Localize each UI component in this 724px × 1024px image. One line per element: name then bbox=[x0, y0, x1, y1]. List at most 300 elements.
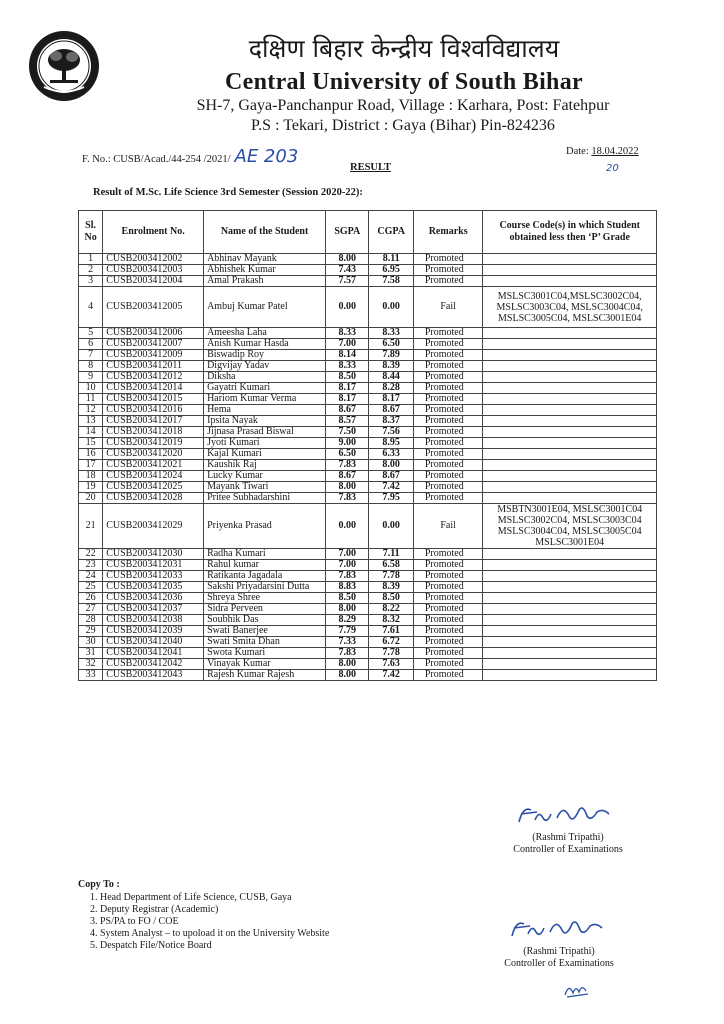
cell-sgpa: 7.57 bbox=[326, 276, 369, 287]
cell-course-codes bbox=[483, 405, 657, 416]
table-row bbox=[79, 626, 657, 637]
cell-sl: 18 bbox=[79, 471, 103, 482]
cell-course-codes bbox=[483, 438, 657, 449]
cell-cgpa: 8.95 bbox=[369, 438, 413, 449]
table-row bbox=[79, 670, 657, 681]
cell-enrolment: CUSB2003412017 bbox=[103, 416, 204, 427]
table-row bbox=[79, 471, 657, 482]
cell-enrolment: CUSB2003412039 bbox=[103, 626, 204, 637]
cell-name: Jijnasa Prasad Biswal bbox=[204, 427, 326, 438]
cell-sgpa: 7.83 bbox=[326, 648, 369, 659]
cell-sgpa: 8.29 bbox=[326, 615, 369, 626]
table-row bbox=[79, 361, 657, 372]
cell-course-codes bbox=[483, 593, 657, 604]
cell-remarks: Promoted bbox=[413, 549, 483, 560]
cell-course-codes bbox=[483, 571, 657, 582]
cell-sl: 29 bbox=[79, 626, 103, 637]
cell-sl: 22 bbox=[79, 549, 103, 560]
table-row bbox=[79, 394, 657, 405]
cell-remarks: Promoted bbox=[413, 427, 483, 438]
cell-enrolment: CUSB2003412037 bbox=[103, 604, 204, 615]
table-row bbox=[79, 571, 657, 582]
cell-enrolment: CUSB2003412033 bbox=[103, 571, 204, 582]
cell-name: Sidra Perveen bbox=[204, 604, 326, 615]
cell-name: Biswadip Roy bbox=[204, 350, 326, 361]
cell-course-codes bbox=[483, 449, 657, 460]
cell-remarks: Fail bbox=[413, 504, 483, 549]
cell-remarks: Promoted bbox=[413, 571, 483, 582]
date-label: Date: bbox=[566, 146, 589, 157]
cell-sl: 9 bbox=[79, 372, 103, 383]
cell-course-codes bbox=[483, 328, 657, 339]
cell-sgpa: 7.83 bbox=[326, 460, 369, 471]
cell-course-codes bbox=[483, 339, 657, 350]
cell-sgpa: 8.67 bbox=[326, 405, 369, 416]
cell-sgpa: 8.67 bbox=[326, 471, 369, 482]
cell-name: Hema bbox=[204, 405, 326, 416]
cell-sl: 13 bbox=[79, 416, 103, 427]
cell-sl: 25 bbox=[79, 582, 103, 593]
cell-cgpa: 8.17 bbox=[369, 394, 413, 405]
cell-name: Gayatri Kumari bbox=[204, 383, 326, 394]
col-header-remarks: Remarks bbox=[413, 211, 483, 254]
cell-sgpa: 8.00 bbox=[326, 659, 369, 670]
cell-remarks: Promoted bbox=[413, 626, 483, 637]
cell-name: Jyoti Kumari bbox=[204, 438, 326, 449]
cell-remarks: Promoted bbox=[413, 276, 483, 287]
cell-cgpa: 0.00 bbox=[369, 287, 413, 328]
signature-block-2 bbox=[484, 912, 634, 970]
cell-cgpa: 8.39 bbox=[369, 582, 413, 593]
cell-course-codes bbox=[483, 471, 657, 482]
cell-sgpa: 8.00 bbox=[326, 482, 369, 493]
cell-cgpa: 6.33 bbox=[369, 449, 413, 460]
cell-remarks: Promoted bbox=[413, 593, 483, 604]
cell-sl: 31 bbox=[79, 648, 103, 659]
table-header-row bbox=[79, 211, 657, 254]
cell-name: Kajal Kumari bbox=[204, 449, 326, 460]
cell-enrolment: CUSB2003412018 bbox=[103, 427, 204, 438]
cell-sgpa: 8.17 bbox=[326, 394, 369, 405]
cell-enrolment: CUSB2003412006 bbox=[103, 328, 204, 339]
table-row bbox=[79, 493, 657, 504]
table-row bbox=[79, 482, 657, 493]
cell-sgpa: 8.50 bbox=[326, 372, 369, 383]
table-row bbox=[79, 276, 657, 287]
table-row bbox=[79, 582, 657, 593]
col-header-sl: Sl. No bbox=[79, 211, 103, 254]
cell-course-codes bbox=[483, 637, 657, 648]
cell-cgpa: 7.78 bbox=[369, 571, 413, 582]
signature-icon bbox=[513, 800, 623, 832]
cell-sl: 21 bbox=[79, 504, 103, 549]
cell-sgpa: 0.00 bbox=[326, 504, 369, 549]
cell-sgpa: 6.50 bbox=[326, 449, 369, 460]
cell-name: Swati Banerjee bbox=[204, 626, 326, 637]
cell-enrolment: CUSB2003412020 bbox=[103, 449, 204, 460]
cell-course-codes bbox=[483, 383, 657, 394]
cell-sl: 32 bbox=[79, 659, 103, 670]
initial-mark-icon bbox=[562, 980, 592, 1000]
copy-to-section bbox=[78, 879, 329, 952]
cell-sgpa: 8.33 bbox=[326, 328, 369, 339]
university-seal-icon bbox=[28, 30, 100, 102]
cell-course-codes bbox=[483, 361, 657, 372]
cell-name: Rahul kumar bbox=[204, 560, 326, 571]
cell-sl: 11 bbox=[79, 394, 103, 405]
signatory-title-1: Controller of Examinations bbox=[513, 844, 623, 855]
cell-enrolment: CUSB2003412040 bbox=[103, 637, 204, 648]
cell-sl: 27 bbox=[79, 604, 103, 615]
cell-sl: 20 bbox=[79, 493, 103, 504]
cell-cgpa: 6.95 bbox=[369, 265, 413, 276]
cell-sl: 10 bbox=[79, 383, 103, 394]
cell-name: Ameesha Laha bbox=[204, 328, 326, 339]
cell-sl: 24 bbox=[79, 571, 103, 582]
col-header-enrolment: Enrolment No. bbox=[103, 211, 204, 254]
cell-course-codes bbox=[483, 394, 657, 405]
cell-enrolment: CUSB2003412012 bbox=[103, 372, 204, 383]
cell-sl: 26 bbox=[79, 593, 103, 604]
cell-sgpa: 7.79 bbox=[326, 626, 369, 637]
cell-cgpa: 7.56 bbox=[369, 427, 413, 438]
cell-cgpa: 8.50 bbox=[369, 593, 413, 604]
cell-course-codes bbox=[483, 648, 657, 659]
cell-name: Pritee Subhadarshini bbox=[204, 493, 326, 504]
cell-name: Abhishek Kumar bbox=[204, 265, 326, 276]
cell-cgpa: 7.42 bbox=[369, 482, 413, 493]
cell-enrolment: CUSB2003412036 bbox=[103, 593, 204, 604]
university-name-hindi: दक्षिण बिहार केन्द्रीय विश्वविद्यालय bbox=[248, 34, 560, 63]
cell-name: Anish Kumar Hasda bbox=[204, 339, 326, 350]
col-header-name: Name of the Student bbox=[204, 211, 326, 254]
cell-enrolment: CUSB2003412005 bbox=[103, 287, 204, 328]
signatory-name-2: (Rashmi Tripathi) bbox=[523, 946, 595, 957]
cell-course-codes bbox=[483, 670, 657, 681]
cell-cgpa: 8.37 bbox=[369, 416, 413, 427]
cell-remarks: Promoted bbox=[413, 416, 483, 427]
cell-enrolment: CUSB2003412038 bbox=[103, 615, 204, 626]
cell-remarks: Promoted bbox=[413, 350, 483, 361]
cell-course-codes bbox=[483, 493, 657, 504]
cell-cgpa: 6.72 bbox=[369, 637, 413, 648]
cell-enrolment: CUSB2003412035 bbox=[103, 582, 204, 593]
cell-cgpa: 8.11 bbox=[369, 254, 413, 265]
cell-name: Swota Kumari bbox=[204, 648, 326, 659]
table-row bbox=[79, 659, 657, 670]
cell-enrolment: CUSB2003412011 bbox=[103, 361, 204, 372]
address-line-1: SH-7, Gaya-Panchanpur Road, Village : Karhara, Post: Fatehpur bbox=[196, 97, 610, 114]
cell-sl: 8 bbox=[79, 361, 103, 372]
cell-course-codes bbox=[483, 582, 657, 593]
cell-remarks: Promoted bbox=[413, 339, 483, 350]
cell-remarks: Promoted bbox=[413, 493, 483, 504]
file-number-handwritten: AE 203 bbox=[234, 146, 299, 167]
cell-sgpa: 8.00 bbox=[326, 254, 369, 265]
cell-enrolment: CUSB2003412016 bbox=[103, 405, 204, 416]
cell-enrolment: CUSB2003412031 bbox=[103, 560, 204, 571]
cell-sgpa: 7.43 bbox=[326, 265, 369, 276]
table-row bbox=[79, 449, 657, 460]
cell-course-codes: MSBTN3001E04, MSLSC3001C04 MSLSC3002C04, MSLSC3003C04 MSLSC3004C04, MSLSC3005C04 MSLSC3001E04 bbox=[483, 504, 657, 549]
cell-course-codes bbox=[483, 560, 657, 571]
cell-name: Ratikanta Jagadala bbox=[204, 571, 326, 582]
cell-enrolment: CUSB2003412003 bbox=[103, 265, 204, 276]
table-row bbox=[79, 328, 657, 339]
table-row bbox=[79, 637, 657, 648]
cell-remarks: Promoted bbox=[413, 637, 483, 648]
cell-course-codes bbox=[483, 427, 657, 438]
table-row bbox=[79, 438, 657, 449]
cell-remarks: Promoted bbox=[413, 670, 483, 681]
cell-enrolment: CUSB2003412030 bbox=[103, 549, 204, 560]
cell-sgpa: 8.14 bbox=[326, 350, 369, 361]
cell-sgpa: 8.17 bbox=[326, 383, 369, 394]
table-row bbox=[79, 339, 657, 350]
cell-sgpa: 8.00 bbox=[326, 604, 369, 615]
cell-remarks: Promoted bbox=[413, 361, 483, 372]
cell-cgpa: 8.33 bbox=[369, 328, 413, 339]
table-row bbox=[79, 504, 657, 549]
cell-sl: 28 bbox=[79, 615, 103, 626]
cell-enrolment: CUSB2003412025 bbox=[103, 482, 204, 493]
cell-cgpa: 7.58 bbox=[369, 276, 413, 287]
cell-sgpa: 9.00 bbox=[326, 438, 369, 449]
cell-cgpa: 7.89 bbox=[369, 350, 413, 361]
table-row bbox=[79, 615, 657, 626]
cell-remarks: Promoted bbox=[413, 482, 483, 493]
cell-enrolment: CUSB2003412004 bbox=[103, 276, 204, 287]
result-table bbox=[78, 210, 657, 681]
cell-remarks: Promoted bbox=[413, 659, 483, 670]
cell-sl: 2 bbox=[79, 265, 103, 276]
cell-course-codes bbox=[483, 659, 657, 670]
cell-sgpa: 8.57 bbox=[326, 416, 369, 427]
copy-to-item: 3. PS/PA to FO / COE bbox=[100, 916, 329, 928]
cell-name: Hariom Kumar Verma bbox=[204, 394, 326, 405]
cell-remarks: Promoted bbox=[413, 265, 483, 276]
table-row bbox=[79, 287, 657, 328]
cell-name: Kaushik Raj bbox=[204, 460, 326, 471]
file-number-text: F. No.: CUSB/Acad./44-254 /2021/ bbox=[82, 154, 231, 165]
cell-name: Vinayak Kumar bbox=[204, 659, 326, 670]
cell-cgpa: 7.61 bbox=[369, 626, 413, 637]
cell-sl: 1 bbox=[79, 254, 103, 265]
address-line-2: P.S : Tekari, District : Gaya (Bihar) Pin-824236 bbox=[251, 117, 555, 134]
cell-name: Abhinav Mayank bbox=[204, 254, 326, 265]
cell-sgpa: 8.83 bbox=[326, 582, 369, 593]
cell-course-codes bbox=[483, 276, 657, 287]
cell-sgpa: 7.33 bbox=[326, 637, 369, 648]
cell-remarks: Promoted bbox=[413, 648, 483, 659]
cell-course-codes: MSLSC3001C04,MSLSC3002C04, MSLSC3003C04, MSLSC3004C04, MSLSC3005C04, MSLSC3001E04 bbox=[483, 287, 657, 328]
result-heading: RESULT bbox=[350, 162, 392, 173]
cell-course-codes bbox=[483, 615, 657, 626]
cell-course-codes bbox=[483, 416, 657, 427]
signature-icon bbox=[504, 912, 614, 946]
cell-sgpa: 7.00 bbox=[326, 549, 369, 560]
cell-sl: 6 bbox=[79, 339, 103, 350]
copy-to-item: 2. Deputy Registrar (Academic) bbox=[100, 904, 329, 916]
cell-name: Sakshi Priyadarsini Dutta bbox=[204, 582, 326, 593]
table-row bbox=[79, 460, 657, 471]
table-row bbox=[79, 372, 657, 383]
university-name-english: Central University of South Bihar bbox=[225, 69, 583, 95]
cell-cgpa: 8.28 bbox=[369, 383, 413, 394]
cell-enrolment: CUSB2003412029 bbox=[103, 504, 204, 549]
table-row bbox=[79, 416, 657, 427]
cell-remarks: Fail bbox=[413, 287, 483, 328]
cell-name: Ambuj Kumar Patel bbox=[204, 287, 326, 328]
cell-name: Digvijay Yadav bbox=[204, 361, 326, 372]
cell-remarks: Promoted bbox=[413, 254, 483, 265]
cell-sl: 23 bbox=[79, 560, 103, 571]
cell-enrolment: CUSB2003412019 bbox=[103, 438, 204, 449]
cell-cgpa: 7.78 bbox=[369, 648, 413, 659]
signature-block-1 bbox=[498, 800, 638, 856]
cell-cgpa: 8.32 bbox=[369, 615, 413, 626]
cell-name: Lucky Kumar bbox=[204, 471, 326, 482]
cell-enrolment: CUSB2003412007 bbox=[103, 339, 204, 350]
table-row bbox=[79, 648, 657, 659]
cell-cgpa: 7.95 bbox=[369, 493, 413, 504]
copy-to-item: 1. Head Department of Life Science, CUSB, Gaya bbox=[100, 892, 329, 904]
cell-remarks: Promoted bbox=[413, 328, 483, 339]
cell-cgpa: 6.58 bbox=[369, 560, 413, 571]
table-row bbox=[79, 593, 657, 604]
cell-sl: 16 bbox=[79, 449, 103, 460]
cell-enrolment: CUSB2003412041 bbox=[103, 648, 204, 659]
cell-remarks: Promoted bbox=[413, 471, 483, 482]
cell-sgpa: 7.83 bbox=[326, 493, 369, 504]
cell-name: Priyenka Prasad bbox=[204, 504, 326, 549]
table-row bbox=[79, 350, 657, 361]
cell-enrolment: CUSB2003412024 bbox=[103, 471, 204, 482]
cell-course-codes bbox=[483, 460, 657, 471]
result-subtitle: Result of M.Sc. Life Science 3rd Semester (Session 2020-22): bbox=[93, 187, 363, 198]
cell-enrolment: CUSB2003412009 bbox=[103, 350, 204, 361]
cell-cgpa: 8.44 bbox=[369, 372, 413, 383]
cell-sgpa: 0.00 bbox=[326, 287, 369, 328]
cell-cgpa: 8.00 bbox=[369, 460, 413, 471]
date-value: 18.04.2022 bbox=[591, 146, 639, 157]
cell-cgpa: 0.00 bbox=[369, 504, 413, 549]
cell-sl: 19 bbox=[79, 482, 103, 493]
cell-course-codes bbox=[483, 549, 657, 560]
cell-sgpa: 8.00 bbox=[326, 670, 369, 681]
cell-cgpa: 8.67 bbox=[369, 405, 413, 416]
cell-name: Swati Smita Dhan bbox=[204, 637, 326, 648]
cell-sl: 7 bbox=[79, 350, 103, 361]
file-number bbox=[82, 146, 298, 167]
table-row bbox=[79, 265, 657, 276]
col-header-course-codes: Course Code(s) in which Student obtained less then ‘P’ Grade bbox=[483, 211, 657, 254]
table-row bbox=[79, 560, 657, 571]
cell-sgpa: 7.00 bbox=[326, 339, 369, 350]
cell-cgpa: 7.11 bbox=[369, 549, 413, 560]
cell-sl: 12 bbox=[79, 405, 103, 416]
copy-to-item: 4. System Analyst – to upoload it on the University Website bbox=[100, 928, 329, 940]
cell-remarks: Promoted bbox=[413, 582, 483, 593]
cell-enrolment: CUSB2003412002 bbox=[103, 254, 204, 265]
cell-sl: 33 bbox=[79, 670, 103, 681]
signatory-name-1: (Rashmi Tripathi) bbox=[532, 832, 604, 843]
cell-enrolment: CUSB2003412028 bbox=[103, 493, 204, 504]
cell-remarks: Promoted bbox=[413, 604, 483, 615]
cell-sgpa: 7.83 bbox=[326, 571, 369, 582]
cell-enrolment: CUSB2003412015 bbox=[103, 394, 204, 405]
cell-remarks: Promoted bbox=[413, 405, 483, 416]
cell-course-codes bbox=[483, 482, 657, 493]
cell-remarks: Promoted bbox=[413, 372, 483, 383]
table-row bbox=[79, 383, 657, 394]
table-row bbox=[79, 604, 657, 615]
table-row bbox=[79, 405, 657, 416]
cell-name: Radha Kumari bbox=[204, 549, 326, 560]
cell-cgpa: 6.50 bbox=[369, 339, 413, 350]
cell-course-codes bbox=[483, 626, 657, 637]
table-row bbox=[79, 254, 657, 265]
cell-sl: 3 bbox=[79, 276, 103, 287]
cell-course-codes bbox=[483, 350, 657, 361]
cell-name: Shreya Shree bbox=[204, 593, 326, 604]
cell-sgpa: 7.50 bbox=[326, 427, 369, 438]
cell-remarks: Promoted bbox=[413, 615, 483, 626]
cell-remarks: Promoted bbox=[413, 383, 483, 394]
copy-to-title: Copy To : bbox=[78, 879, 120, 890]
table-row bbox=[79, 427, 657, 438]
signatory-title-2: Controller of Examinations bbox=[504, 958, 614, 969]
cell-name: Mayank Tiwari bbox=[204, 482, 326, 493]
col-header-sgpa: SGPA bbox=[326, 211, 369, 254]
cell-sl: 14 bbox=[79, 427, 103, 438]
cell-name: Ipsita Nayak bbox=[204, 416, 326, 427]
cell-sl: 5 bbox=[79, 328, 103, 339]
cell-sl: 17 bbox=[79, 460, 103, 471]
cell-remarks: Promoted bbox=[413, 460, 483, 471]
cell-sl: 30 bbox=[79, 637, 103, 648]
cell-sl: 15 bbox=[79, 438, 103, 449]
cell-name: Rajesh Kumar Rajesh bbox=[204, 670, 326, 681]
cell-sgpa: 8.50 bbox=[326, 593, 369, 604]
cell-enrolment: CUSB2003412043 bbox=[103, 670, 204, 681]
cell-cgpa: 8.67 bbox=[369, 471, 413, 482]
cell-remarks: Promoted bbox=[413, 560, 483, 571]
cell-cgpa: 8.22 bbox=[369, 604, 413, 615]
cell-course-codes bbox=[483, 254, 657, 265]
cell-cgpa: 8.39 bbox=[369, 361, 413, 372]
cell-remarks: Promoted bbox=[413, 438, 483, 449]
cell-course-codes bbox=[483, 372, 657, 383]
copy-to-list bbox=[78, 892, 329, 952]
cell-remarks: Promoted bbox=[413, 449, 483, 460]
cell-course-codes bbox=[483, 265, 657, 276]
col-header-cgpa: CGPA bbox=[369, 211, 413, 254]
cell-name: Diksha bbox=[204, 372, 326, 383]
cell-cgpa: 7.63 bbox=[369, 659, 413, 670]
cell-enrolment: CUSB2003412014 bbox=[103, 383, 204, 394]
document-date bbox=[566, 146, 639, 157]
table-row bbox=[79, 549, 657, 560]
cell-sgpa: 8.33 bbox=[326, 361, 369, 372]
cell-enrolment: CUSB2003412021 bbox=[103, 460, 204, 471]
cell-name: Soubhik Das bbox=[204, 615, 326, 626]
cell-name: Amal Prakash bbox=[204, 276, 326, 287]
cell-enrolment: CUSB2003412042 bbox=[103, 659, 204, 670]
cell-sl: 4 bbox=[79, 287, 103, 328]
cell-course-codes bbox=[483, 604, 657, 615]
cell-sgpa: 7.00 bbox=[326, 560, 369, 571]
